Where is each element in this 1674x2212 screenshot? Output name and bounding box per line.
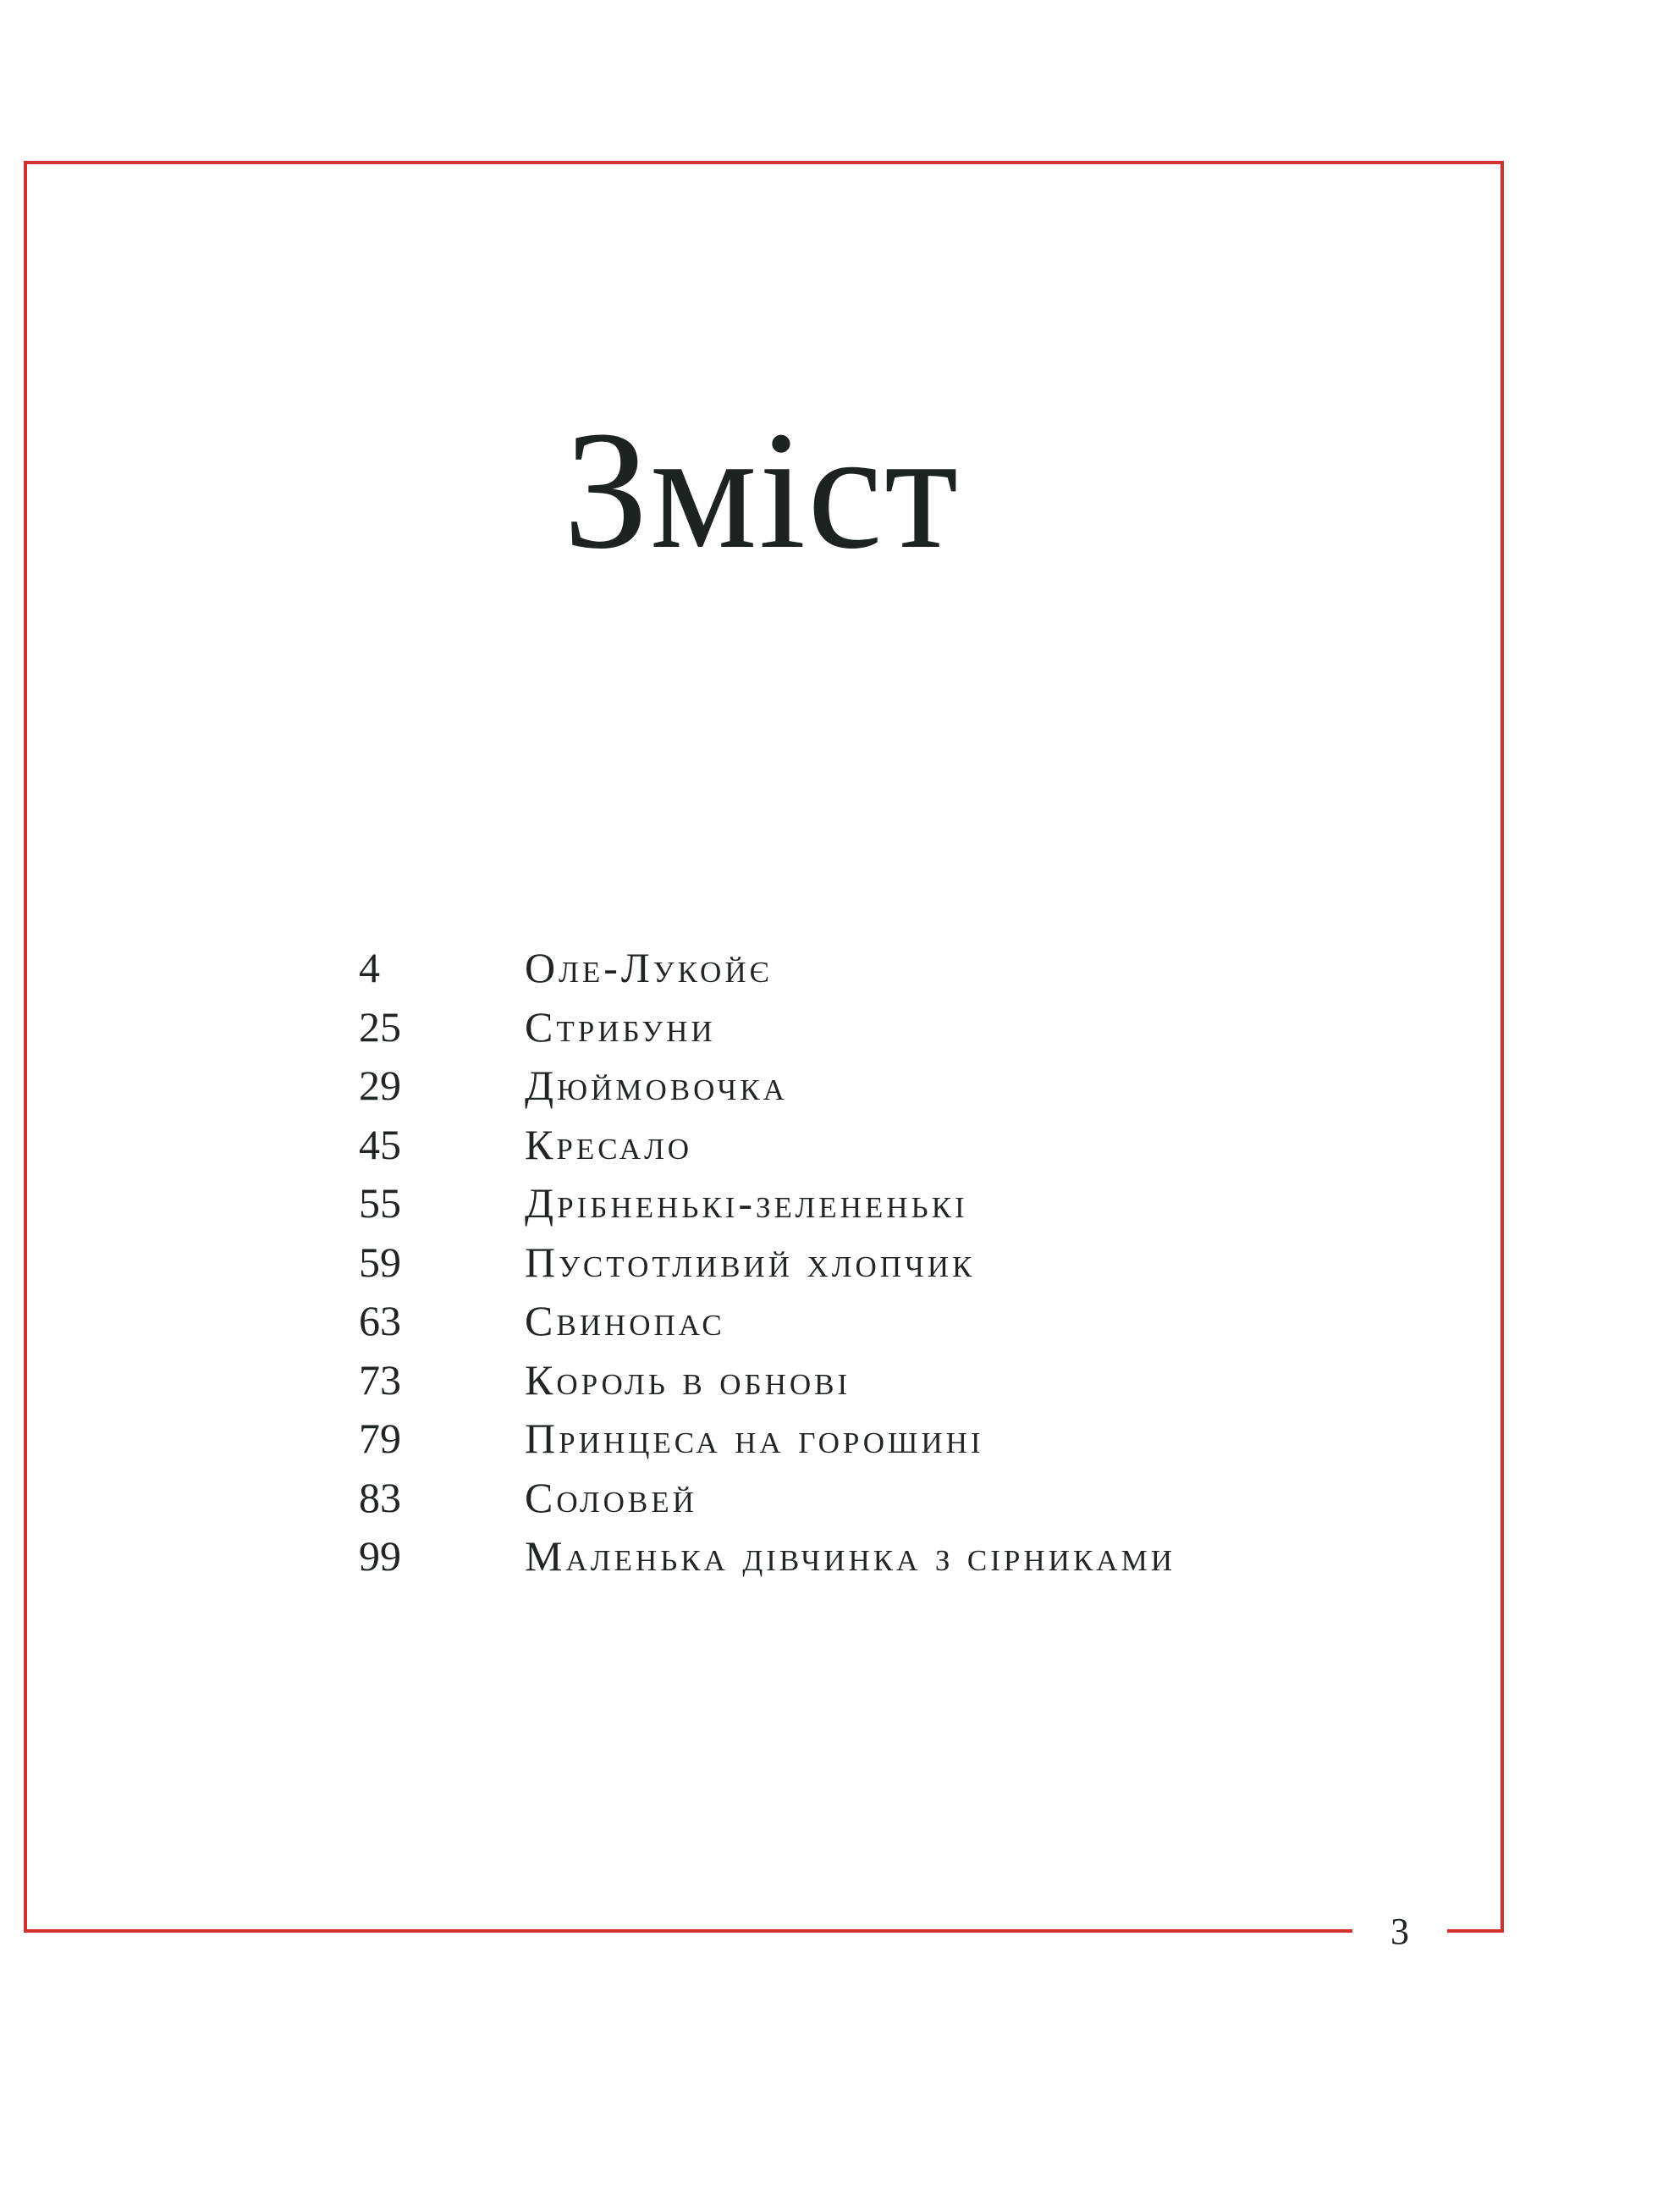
toc-title: Дюймовочка (525, 1062, 788, 1109)
toc-page-number: 25 (359, 1002, 401, 1051)
toc-title: Пустотливий хлопчик (525, 1238, 976, 1286)
toc-title: Свинопас (525, 1297, 725, 1344)
toc-page-number: 83 (359, 1473, 401, 1521)
toc-item[interactable] (0, 938, 1674, 997)
toc-title: Стрибуни (525, 1002, 716, 1051)
toc-item[interactable] (0, 1291, 1674, 1350)
toc-title: Соловей (525, 1473, 697, 1521)
toc-page-number: 73 (359, 1355, 401, 1404)
toc-item[interactable] (0, 1409, 1674, 1468)
toc-item[interactable] (0, 1056, 1674, 1115)
toc-title: Дрібненькі-зелененькі (525, 1179, 968, 1227)
toc-page-number: 45 (359, 1120, 401, 1168)
toc-page-number: 79 (359, 1415, 401, 1462)
toc-item[interactable] (0, 1350, 1674, 1409)
toc-title: Оле-Лукойє (525, 944, 773, 991)
table-of-contents (0, 938, 1674, 1586)
toc-page-number: 55 (359, 1179, 401, 1227)
toc-item[interactable] (0, 1173, 1674, 1233)
toc-title: Кресало (525, 1120, 693, 1168)
toc-title: Король в обнові (525, 1355, 851, 1404)
toc-item[interactable] (0, 1468, 1674, 1527)
page-number: 3 (1390, 1911, 1409, 1952)
toc-item[interactable] (0, 1115, 1674, 1174)
toc-page-number: 4 (359, 944, 380, 991)
toc-page-number: 29 (359, 1062, 401, 1109)
toc-page-number: 63 (359, 1297, 401, 1344)
page-title: Зміст (563, 397, 961, 584)
toc-title: Принцеса на горошині (525, 1415, 984, 1462)
toc-page-number: 59 (359, 1238, 401, 1286)
toc-item[interactable] (0, 997, 1674, 1056)
toc-item[interactable] (0, 1233, 1674, 1292)
toc-item[interactable] (0, 1526, 1674, 1586)
toc-page-number: 99 (359, 1532, 401, 1580)
toc-title: Маленька дівчинка з сірниками (525, 1532, 1176, 1580)
